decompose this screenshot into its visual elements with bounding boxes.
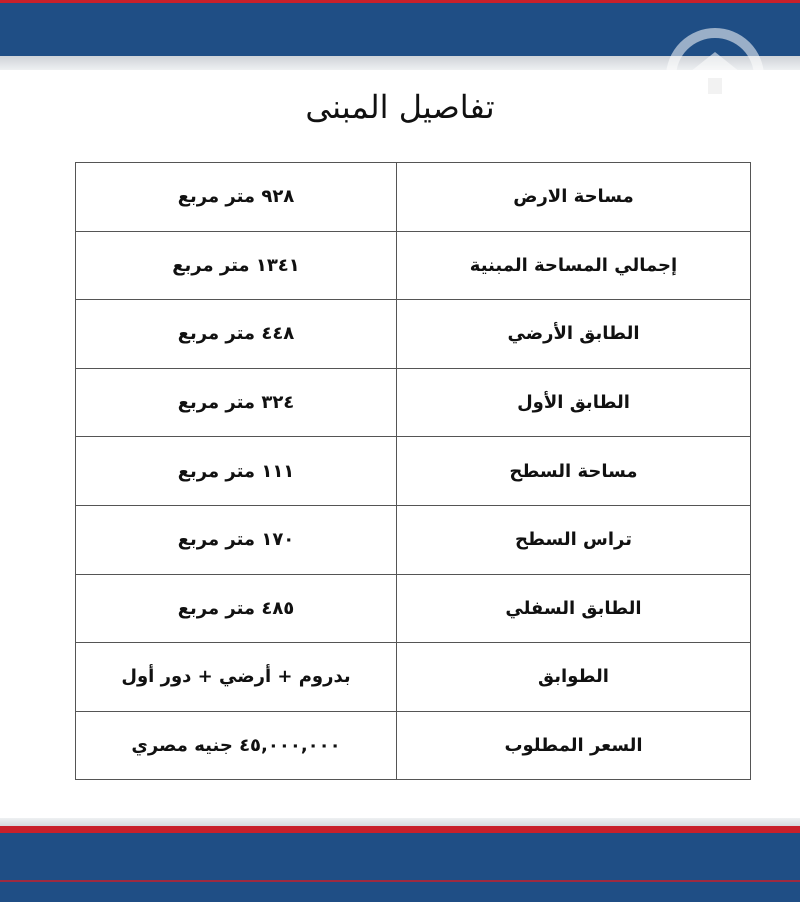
table-row (76, 231, 751, 300)
row-value: ١١١ متر مربع (76, 437, 397, 506)
row-value: ٩٢٨ متر مربع (76, 163, 397, 232)
table-row (76, 368, 751, 437)
table-row (76, 505, 751, 574)
page-title: تفاصيل المبنى (305, 88, 495, 126)
row-label: الطابق الأول (397, 368, 751, 437)
building-details-table (75, 162, 751, 780)
row-label: إجمالي المساحة المبنية (397, 231, 751, 300)
row-label: تراس السطح (397, 505, 751, 574)
row-value: ٤٥,٠٠٠,٠٠٠ جنيه مصري (76, 711, 397, 780)
table-row (76, 574, 751, 643)
table-row (76, 643, 751, 712)
row-label: مساحة السطح (397, 437, 751, 506)
table-row (76, 300, 751, 369)
row-value: ١٧٠ متر مربع (76, 505, 397, 574)
row-label: السعر المطلوب (397, 711, 751, 780)
footer-line (0, 880, 800, 882)
row-value: ١٣٤١ متر مربع (76, 231, 397, 300)
row-value: ٣٢٤ متر مربع (76, 368, 397, 437)
header-red-stripe (0, 0, 800, 3)
table-row (76, 711, 751, 780)
row-label: مساحة الارض (397, 163, 751, 232)
footer-band (0, 833, 800, 902)
row-value: ٤٤٨ متر مربع (76, 300, 397, 369)
table-row (76, 437, 751, 506)
row-label: الطابق السفلي (397, 574, 751, 643)
row-label: الطابق الأرضي (397, 300, 751, 369)
row-label: الطوابق (397, 643, 751, 712)
footer-red-stripe (0, 826, 800, 833)
row-value: ٤٨٥ متر مربع (76, 574, 397, 643)
row-value: بدروم + أرضي + دور أول (76, 643, 397, 712)
table-row (76, 163, 751, 232)
